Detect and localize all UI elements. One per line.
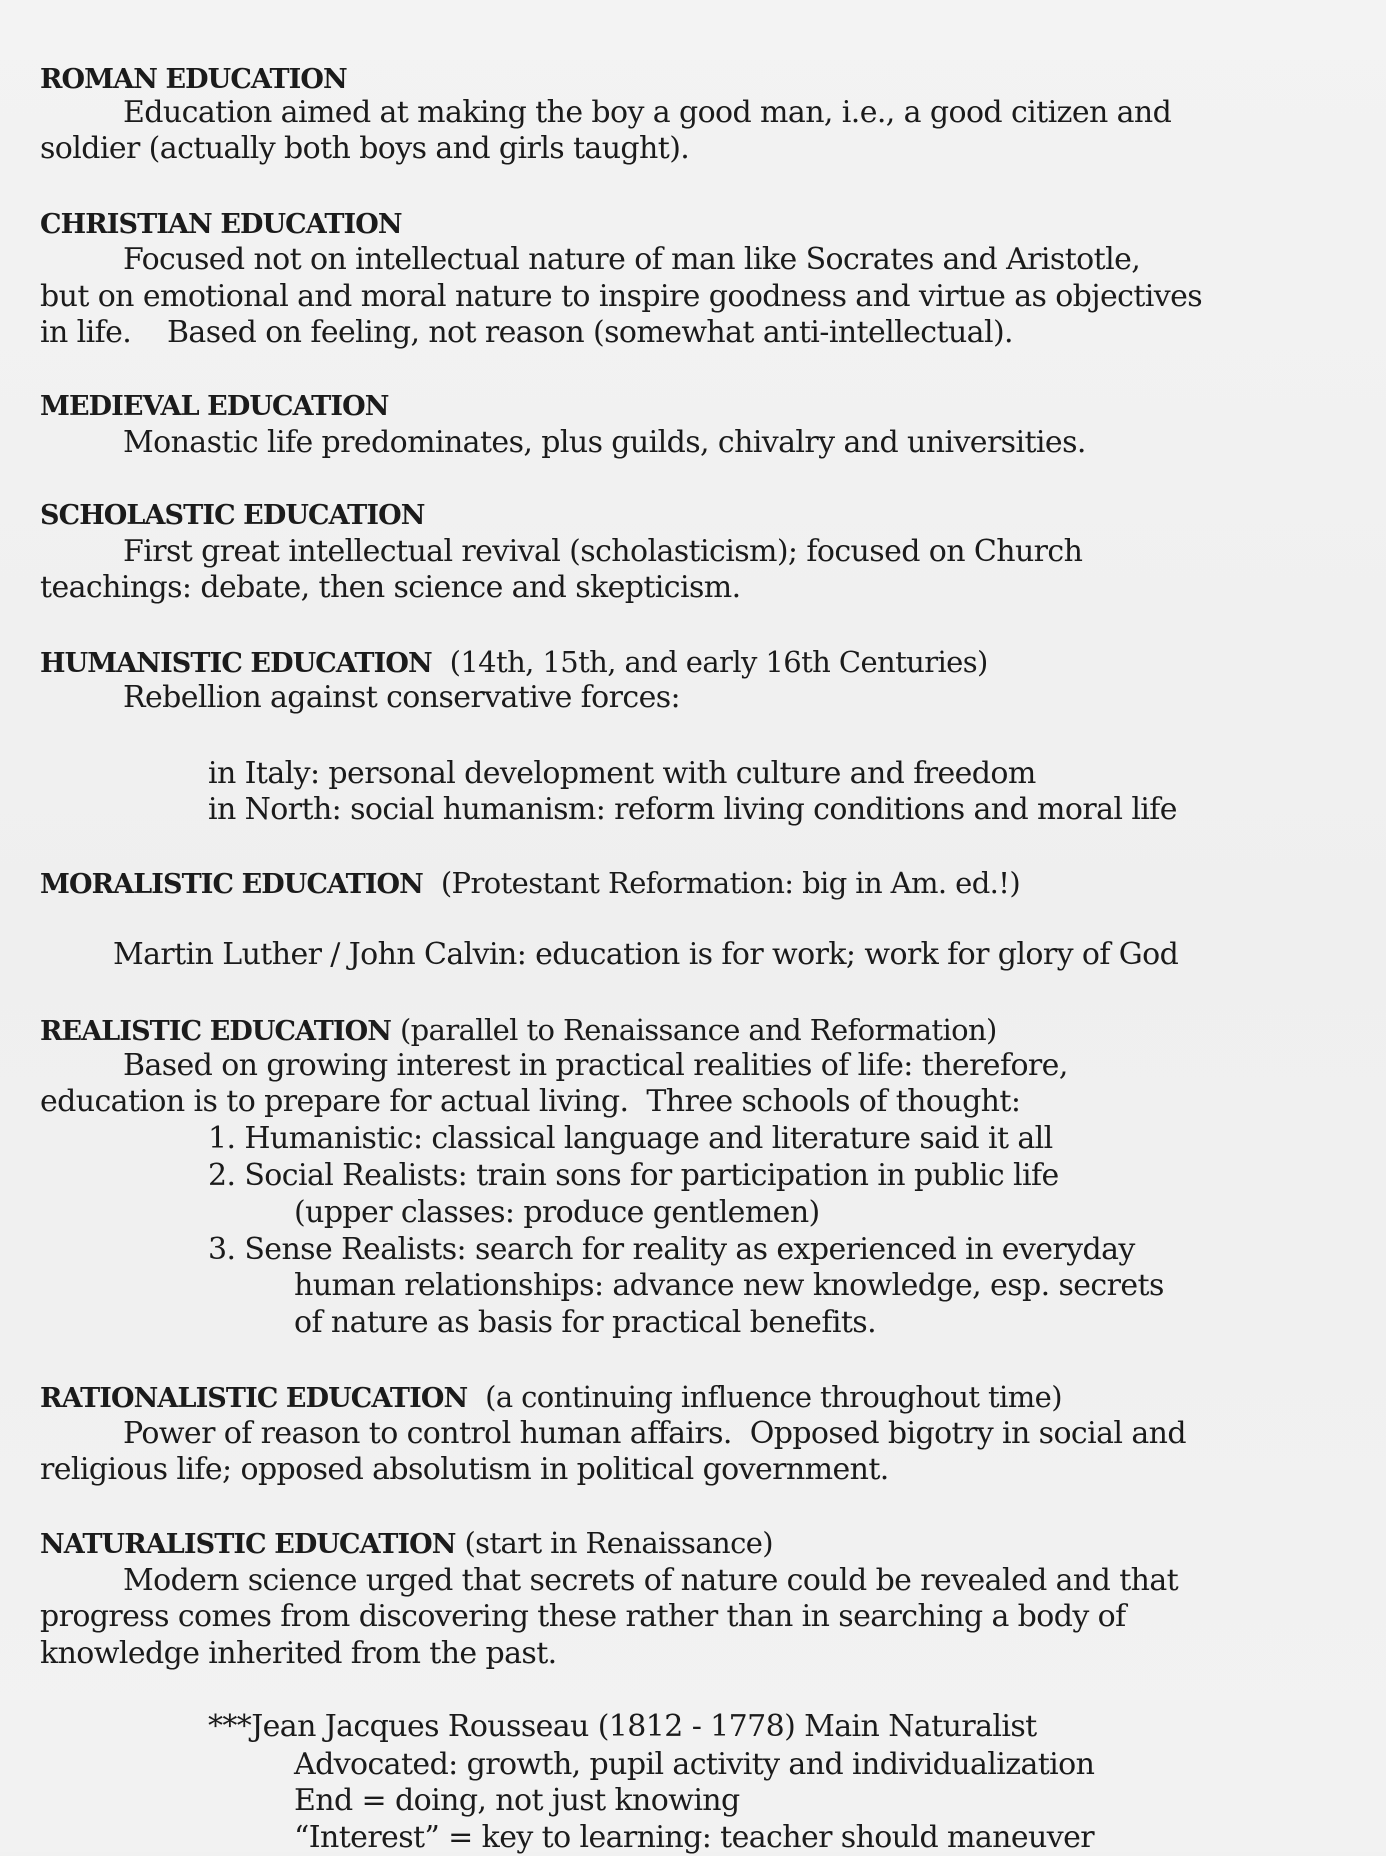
section-text-line: Rebellion against conservative forces: (123, 679, 681, 715)
section-text-line: but on emotional and moral nature to inspire goodness and virtue as objectives (40, 279, 1203, 315)
section-header-rationalistic (40, 1379, 1062, 1417)
section-heading-realistic: REALISTIC EDUCATION (40, 1015, 392, 1047)
section-header-realistic (40, 1012, 997, 1050)
section-heading-naturalistic: NATURALISTIC EDUCATION (40, 1529, 456, 1561)
section-text-line: Modern science urged that secrets of nature could be revealed and that (123, 1562, 1179, 1598)
section-text-line: teachings: debate, then science and skepticism. (40, 570, 741, 606)
section-text-line: Focused not on intellectual nature of man like Socrates and Aristotle, (123, 242, 1141, 278)
section-text-line: First great intellectual revival (scholasticism); focused on Church (123, 534, 1083, 570)
section-text-line: in Italy: personal development with culture and freedom (208, 755, 1036, 791)
section-note: (start in Renaissance) (464, 1526, 774, 1561)
list-item: 2. Social Realists: train sons for participation in public life (208, 1158, 1059, 1194)
section-text-line: education is to prepare for actual living. Three schools of thought: (40, 1083, 1021, 1119)
section-heading-roman: ROMAN EDUCATION (40, 63, 347, 95)
section-heading-scholastic: SCHOLASTIC EDUCATION (40, 500, 425, 532)
section-text-line: religious life; opposed absolutism in political government. (40, 1451, 889, 1487)
list-item-continuation: human relationships: advance new knowledge, esp. secrets (294, 1267, 1164, 1303)
rousseau-detail: Advocated: growth, pupil activity and individualization (294, 1746, 1095, 1782)
section-text-line: Based on growing interest in practical realities of life: therefore, (123, 1047, 1068, 1083)
section-text-line: knowledge inherited from the past. (40, 1635, 557, 1671)
list-item-continuation: of nature as basis for practical benefits. (294, 1305, 877, 1341)
section-heading-moralistic: MORALISTIC EDUCATION (40, 869, 423, 901)
section-text-line: Education aimed at making the boy a good man, i.e., a good citizen and (123, 95, 1172, 131)
rousseau-detail: “Interest” = key to learning: teacher should maneuver (294, 1819, 1094, 1855)
section-note: (14th, 15th, and early 16th Centuries) (449, 644, 988, 679)
section-header-humanistic (40, 644, 988, 682)
section-note: (Protestant Reformation: big in Am. ed.!) (440, 866, 1021, 901)
section-header-naturalistic (40, 1525, 773, 1563)
section-text-line: Martin Luther / John Calvin: education is for work; work for glory of God (113, 937, 1179, 973)
section-heading-medieval: MEDIEVAL EDUCATION (40, 390, 389, 422)
section-heading-rationalistic: RATIONALISTIC EDUCATION (40, 1382, 468, 1414)
list-item: 1. Humanistic: classical language and literature said it all (208, 1121, 1053, 1157)
list-item: 3. Sense Realists: search for reality as experienced in everyday (208, 1231, 1135, 1267)
section-note: (parallel to Renaissance and Reformation) (399, 1012, 997, 1047)
section-text-line: soldier (actually both boys and girls taught). (40, 131, 690, 167)
rousseau-line: ***Jean Jacques Rousseau (1812 - 1778) Main Naturalist (208, 1709, 1037, 1745)
section-heading-humanistic: HUMANISTIC EDUCATION (40, 647, 432, 679)
section-text-line: Power of reason to control human affairs. Opposed bigotry in social and (123, 1415, 1186, 1451)
section-note: (a continuing influence throughout time) (485, 1379, 1062, 1414)
section-text-line: in life. Based on feeling, not reason (somewhat anti-intellectual). (40, 315, 1013, 351)
section-text-line: Monastic life predominates, plus guilds, chivalry and universities. (123, 424, 1086, 460)
section-heading-christian: CHRISTIAN EDUCATION (40, 209, 402, 241)
section-text-line: progress comes from discovering these rather than in searching a body of (40, 1598, 1126, 1634)
section-header-moralistic (40, 865, 1020, 903)
list-item-continuation: (upper classes: produce gentlemen) (294, 1194, 820, 1230)
rousseau-detail: End = doing, not just knowing (294, 1782, 740, 1818)
section-text-line: in North: social humanism: reform living conditions and moral life (208, 791, 1177, 827)
